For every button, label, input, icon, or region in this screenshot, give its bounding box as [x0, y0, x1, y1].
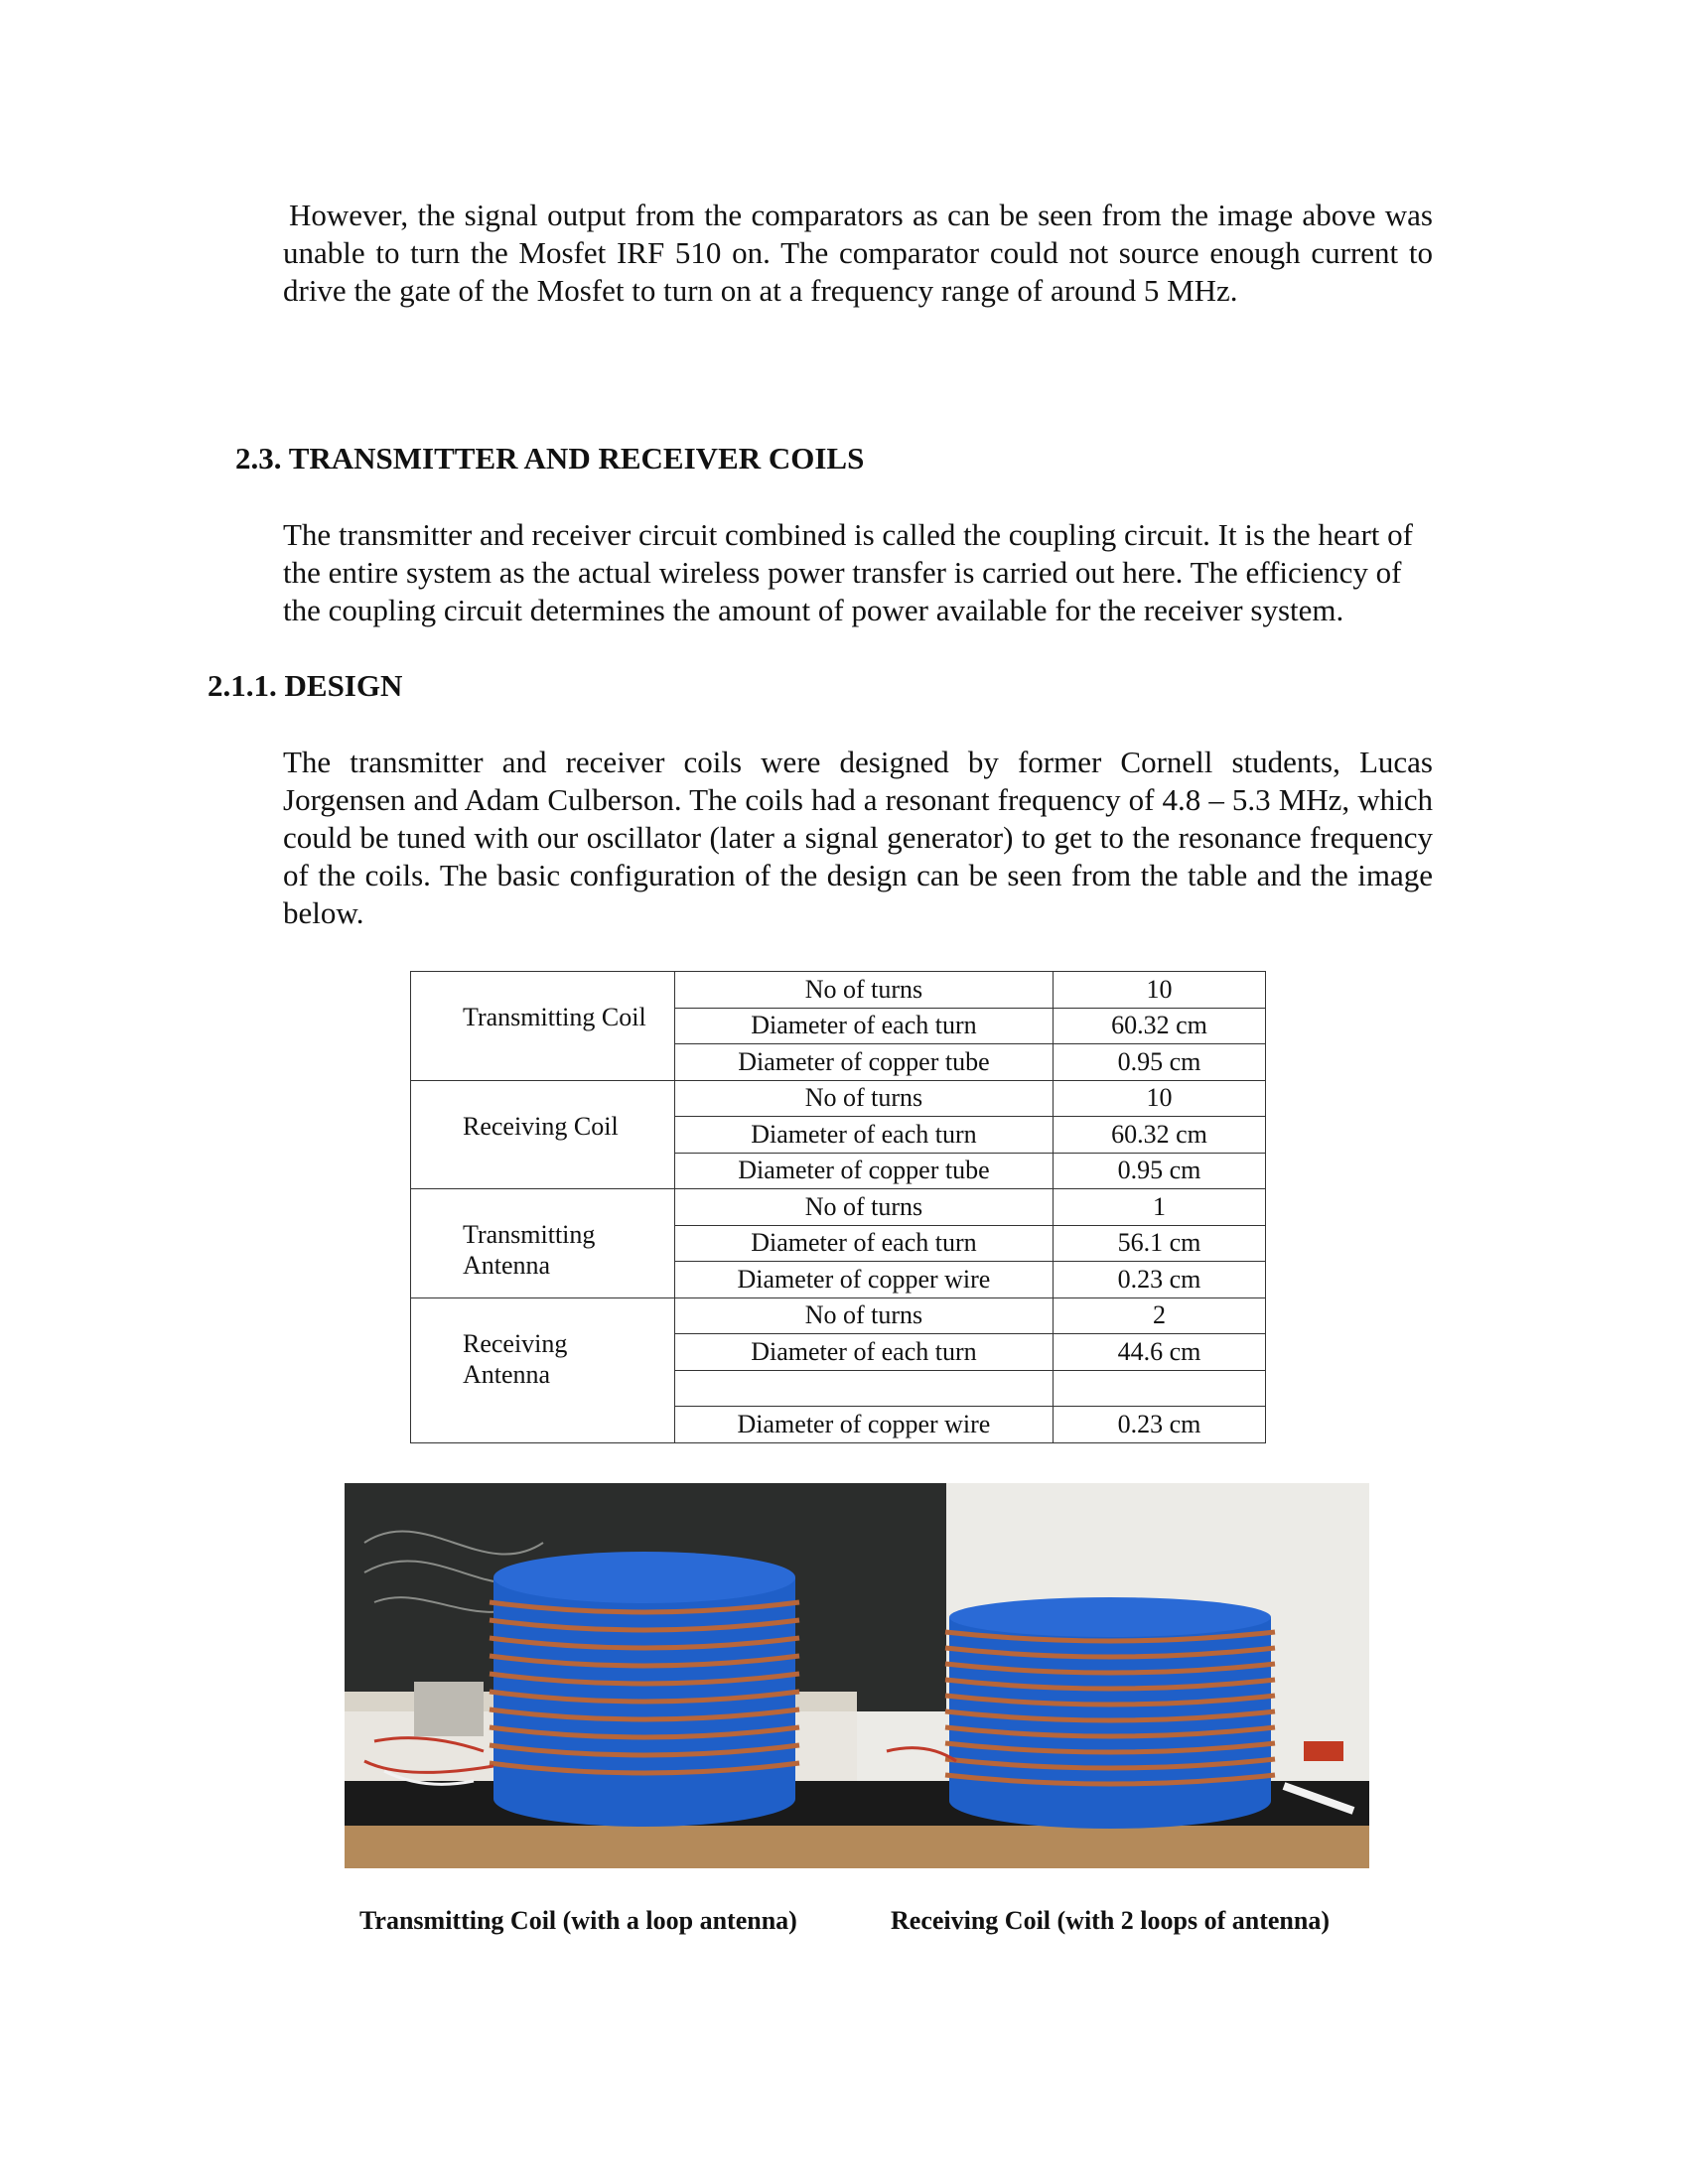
table-row [411, 1297, 1266, 1334]
table-row [411, 972, 1266, 1009]
table-cell-value [1054, 1370, 1266, 1407]
table-cell-value: 0.23 cm [1054, 1407, 1266, 1443]
group-label: Receiving Coil [411, 1080, 675, 1189]
table-cell-property [674, 1370, 1053, 1407]
table-cell-value: 10 [1054, 972, 1266, 1009]
group-label: Transmitting Coil [411, 972, 675, 1081]
subsection-heading-design: 2.1.1. DESIGN [208, 668, 403, 703]
table-cell-value: 56.1 cm [1054, 1225, 1266, 1262]
section-heading-coils: 2.3. TRANSMITTER AND RECEIVER COILS [235, 441, 865, 476]
table-cell-property: No of turns [674, 972, 1053, 1009]
table-cell-value: 1 [1054, 1189, 1266, 1226]
table-cell-value: 60.32 cm [1054, 1008, 1266, 1044]
coil-spec-table [410, 971, 1266, 1443]
table-cell-property: No of turns [674, 1189, 1053, 1226]
table-cell-property: Diameter of each turn [674, 1008, 1053, 1044]
intro-paragraph: However, the signal output from the comparators as can be seen from the image above was unable to turn the Mosfet IRF 510 on. The comparator could not source enough current to drive the gate of the Mosfet to turn on at a frequency range of around 5 MHz. [283, 198, 1433, 308]
coupling-paragraph: The transmitter and receiver circuit combined is called the coupling circuit. It is the heart of the entire system as the actual wireless power transfer is carried out here. The efficiency of the coupling circuit determines the amount of power available for the receiver system. [283, 517, 1413, 627]
table-cell-value: 44.6 cm [1054, 1334, 1266, 1371]
table-cell-property: Diameter of copper wire [674, 1407, 1053, 1443]
table-cell-property: Diameter of copper tube [674, 1044, 1053, 1081]
caption-receiving-coil: Receiving Coil (with 2 loops of antenna) [891, 1906, 1330, 1935]
table-cell-value: 0.23 cm [1054, 1262, 1266, 1298]
table-row [411, 1189, 1266, 1226]
table-cell-value: 2 [1054, 1297, 1266, 1334]
table-cell-property: No of turns [674, 1080, 1053, 1117]
receiving-coil-photo [857, 1483, 1369, 1868]
table-cell-property: Diameter of each turn [674, 1225, 1053, 1262]
table-cell-property: Diameter of each turn [674, 1117, 1053, 1154]
group-label: Receiving Antenna [411, 1297, 675, 1442]
design-paragraph: The transmitter and receiver coils were designed by former Cornell students, Lucas Jorgensen and Adam Culberson. The coils had a resonant frequency of 4.8 – 5.3 MHz, which could be tuned with our oscillator (later a signal generator) to get to the resonance frequency of the coils. The basic configuration of the design can be seen from the table and the image below. [283, 745, 1433, 930]
table-row [411, 1080, 1266, 1117]
table-cell-property: Diameter of copper tube [674, 1153, 1053, 1189]
table-cell-property: No of turns [674, 1297, 1053, 1334]
table-cell-value: 10 [1054, 1080, 1266, 1117]
table-cell-value: 60.32 cm [1054, 1117, 1266, 1154]
table-cell-property: Diameter of copper wire [674, 1262, 1053, 1298]
table-cell-property: Diameter of each turn [674, 1334, 1053, 1371]
table-cell-value: 0.95 cm [1054, 1153, 1266, 1189]
group-label: Transmitting Antenna [411, 1189, 675, 1298]
transmitting-coil-photo [345, 1483, 857, 1868]
table-cell-value: 0.95 cm [1054, 1044, 1266, 1081]
caption-transmitting-coil: Transmitting Coil (with a loop antenna) [359, 1906, 797, 1935]
